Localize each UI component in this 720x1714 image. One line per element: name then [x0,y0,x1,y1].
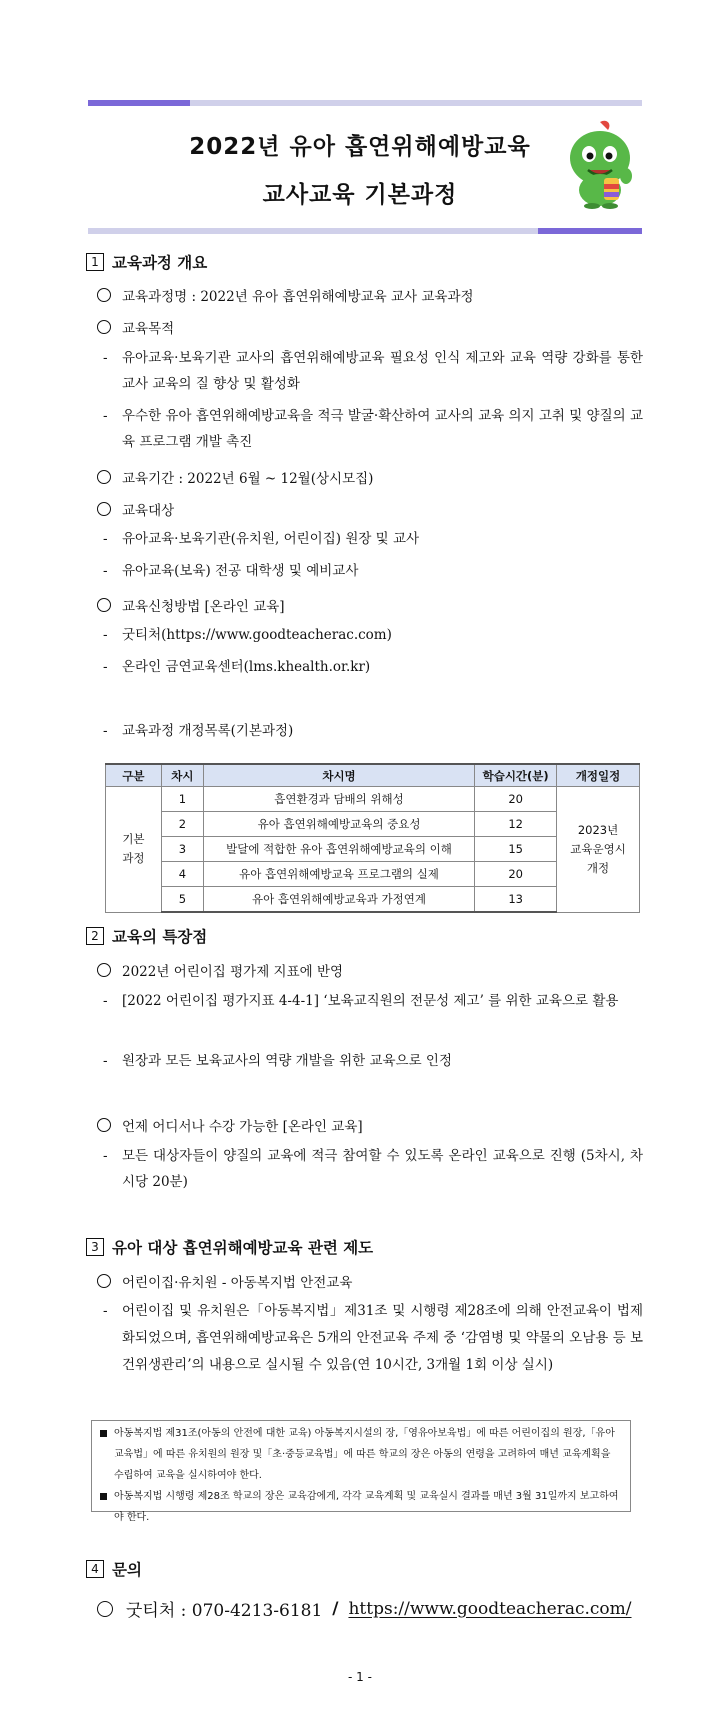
section-1-title: 교육과정 개요 [112,254,208,272]
feature-2-detail: - 모든 대상자들이 양질의 교육에 적극 참여할 수 있도록 온라인 교육으로 진행 (5차시, 차시당 20분) [103,1148,643,1190]
target-detail-1: - 유아교육·보육기관(유치원, 어린이집) 원장 및 교사 [103,531,420,547]
apply-item: 교육신청방법 [온라인 교육] [97,595,285,615]
section-3-title: 유아 대상 흡연위해예방교육 관련 제도 [112,1239,374,1257]
purpose-detail-1: - 유아교육·보육기관 교사의 흡연위해예방교육 필요성 인식 제고와 교육 역량 강화를 통한 교사 교육의 질 향상 및 활성화 [103,350,643,392]
circle-bullet-icon [97,1601,113,1617]
header-schedule: 개정일정 [557,764,640,787]
contact-url-link[interactable]: https://www.goodteacherac.com/ [348,1598,632,1619]
page-number: - 1 - [348,1670,372,1684]
feature-2: 언제 어디서나 수강 가능한 [온라인 교육] [97,1115,363,1135]
course-name-item: 교육과정명 : 2022년 유아 흡연위해예방교육 교사 교육과정 [97,285,474,305]
section-2-number: 2 [86,927,104,945]
section-4-heading [86,1558,142,1580]
section-4-title: 문의 [112,1561,142,1579]
section-1-number: 1 [86,253,104,271]
target-detail-2: - 유아교육(보육) 전공 대학생 및 예비교사 [103,563,359,579]
circle-bullet-icon [97,1118,111,1132]
square-bullet-icon [100,1430,107,1437]
section-2-title: 교육의 특장점 [112,928,208,946]
feature-1-detail-1: - [2022 어린이집 평가지표 4-4-1] ‘보육교직원의 전문성 제고’ 를 위한 교육으로 활용 [103,993,619,1009]
table-row: 2 유아 흡연위해예방교육의 중요성 12 [106,812,640,837]
table-header-row [106,764,640,787]
feature-1: 2022년 어린이집 평가제 지표에 반영 [97,960,343,980]
header-bottom-bar-accent [538,228,642,234]
mascot-icon [560,118,640,210]
table-row: 기본 과정 1 흡연환경과 담배의 위해성 20 2023년 교육운영시 개정 [106,787,640,812]
section-3-heading [86,1236,373,1258]
law-note-box [91,1420,631,1523]
contact-line [97,1596,632,1621]
contact-phone: 굿티처 : 070-4213-6181 [126,1601,323,1621]
schedule-cell: 2023년 교육운영시 개정 [557,787,640,913]
page-title-line2: 교사교육 기본과정 [262,182,458,208]
header-category: 구분 [106,764,162,787]
circle-bullet-icon [97,320,111,334]
contact-separator: / [332,1598,339,1619]
apply-detail-2: - 온라인 금연교육센터(lms.khealth.or.kr) [103,659,371,675]
square-bullet-icon [100,1493,107,1500]
period-item: 교육기간 : 2022년 6월 ~ 12월(상시모집) [97,467,373,487]
section-3-number: 3 [86,1238,104,1256]
circle-bullet-icon [97,288,111,302]
header-minutes: 학습시간(분) [475,764,557,787]
section-4-number: 4 [86,1560,104,1578]
law-note-1: 아동복지법 제31조(아동의 안전에 대한 교육) 아동복지시설의 장,「영유아보육법」에 따른 어린이집의 원장,「유아교육법」에 따른 유치원의 원장 및「초·중등교육법」에 따른 학교의 장은 아동의 연령을 고려하여 매년 교육계획을 수립하여 교육을 실시하여야 한다. [100,1423,622,1486]
feature-1-detail-2: - 원장과 모든 보육교사의 역량 개발을 위한 교육으로 인정 [103,1053,452,1069]
category-cell: 기본 과정 [106,787,162,913]
law-note-2: 아동복지법 시행령 제28조 학교의 장은 교육감에게, 각각 교육계획 및 교육실시 결과를 매년 3월 31일까지 보고하여야 한다. [100,1486,622,1528]
header-bottom-bar [88,228,538,234]
regulation-item: 어린이집·유치원 - 아동복지법 안전교육 [97,1271,352,1291]
purpose-item: 교육목적 [97,317,174,337]
table-row: 4 유아 흡연위해예방교육 프로그램의 실제 20 [106,862,640,887]
header-top-bar [190,100,642,106]
purpose-detail-2: - 우수한 유아 흡연위해예방교육을 적극 발굴·확산하여 교사의 교육 의지 고취 및 양질의 교육 프로그램 개발 촉진 [103,408,643,450]
table-row: 3 발달에 적합한 유아 흡연위해예방교육의 이해 15 [106,837,640,862]
header-session: 차시 [161,764,203,787]
circle-bullet-icon [97,502,111,516]
target-item: 교육대상 [97,499,174,519]
curriculum-list-label: - 교육과정 개정목록(기본과정) [103,723,294,739]
circle-bullet-icon [97,598,111,612]
table-row: 5 유아 흡연위해예방교육과 가정연계 13 [106,887,640,913]
header-session-name: 차시명 [203,764,474,787]
circle-bullet-icon [97,1274,111,1288]
page-title-line1: 2022년 유아 흡연위해예방교육 [189,134,531,160]
header-top-bar-accent [88,100,190,106]
regulation-detail: - 어린이집 및 유치원은「아동복지법」제31조 및 시행령 제28조에 의해 안전교육이 법제화되었으며, 흡연위해예방교육은 5개의 안전교육 주제 중 ‘감염병 및 약물의 오남용 등 보건위생관리’의 내용으로 실시될 수 있음(연 10시간, 3개월 1회 이상 실시) [103,1303,643,1373]
curriculum-table [105,763,640,913]
circle-bullet-icon [97,963,111,977]
circle-bullet-icon [97,470,111,484]
apply-detail-1: - 굿티처(https://www.goodteacherac.com) [103,627,392,643]
section-1-heading [86,251,207,273]
section-2-heading [86,925,207,947]
